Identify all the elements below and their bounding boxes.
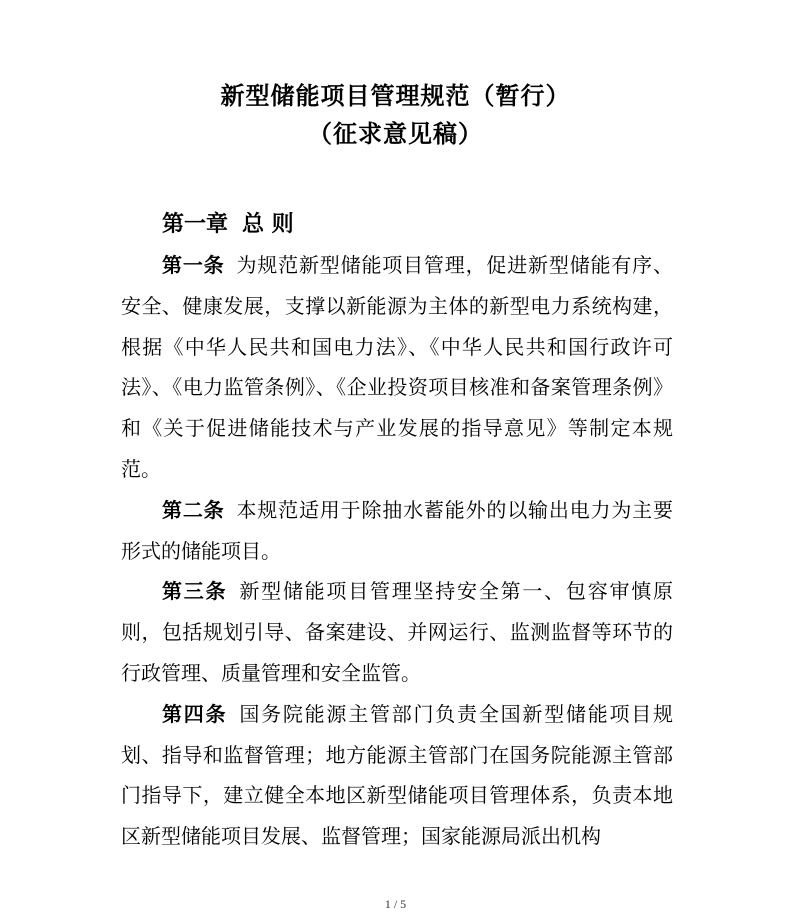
article-4 bbox=[121, 694, 673, 857]
article-text: 新型储能项目管理坚持安全第一、包容审慎原则，包括规划引导、备案建设、并网运行、监测监督等环节的行政管理、质量管理和安全监管。 bbox=[121, 579, 674, 685]
article-3 bbox=[121, 571, 673, 693]
article-label: 第二条 bbox=[162, 497, 225, 522]
article-2 bbox=[121, 490, 673, 572]
article-label: 第三条 bbox=[162, 579, 228, 604]
chapter-name: 总 则 bbox=[242, 211, 294, 237]
page-indicator: 1 / 5 bbox=[384, 897, 407, 911]
document-title: 新型储能项目管理规范（暂行） bbox=[220, 81, 571, 110]
article-label: 第四条 bbox=[162, 701, 228, 726]
chapter-heading bbox=[162, 208, 294, 240]
article-text: 本规范适用于除抽水蓄能外的以输出电力为主要形式的储能项目。 bbox=[121, 497, 674, 563]
article-label: 第一条 bbox=[162, 253, 225, 277]
article-text: 国务院能源主管部门负责全国新型储能项目规划、指导和监督管理；地方能源主管部门在国务院能源主管部门指导下，建立健全本地区新型储能项目管理体系，负责本地区新型储能项目发展、监督管理；国家能源局派出机构 bbox=[121, 701, 674, 849]
document-subtitle: （征求意见稿） bbox=[308, 119, 483, 148]
article-text: 为规范新型储能项目管理，促进新型储能有序、安全、健康发展，支撑以新能源为主体的新型电力系统构建，根据《中华人民共和国电力法》、《中华人民共和国行政许可法》、《电力监管条例》、《企业投资项目核准和备案管理条例》和《关于促进储能技术与产业发展的指导意见》等制定本规范。 bbox=[121, 253, 674, 481]
article-1 bbox=[121, 245, 673, 490]
document-body bbox=[121, 245, 673, 857]
chapter-number: 第一章 bbox=[162, 211, 229, 237]
